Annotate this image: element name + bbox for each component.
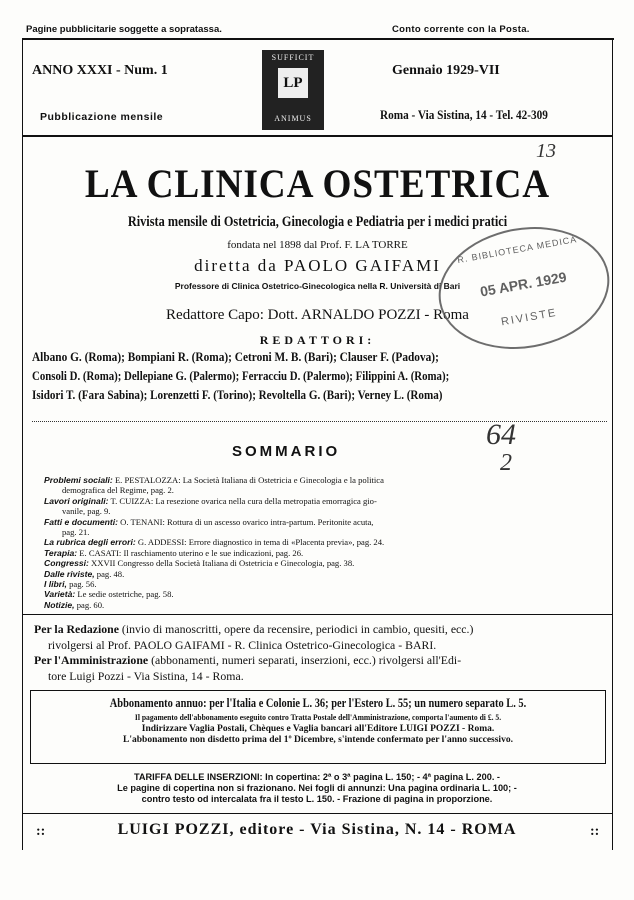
summary-entry (44, 589, 604, 599)
summary-entry (44, 600, 604, 610)
summary-list (44, 475, 604, 610)
subscription-renewal: L'abbonamento non disdetto prima del 1º Dicembre, s'intende confermato per l'anno successivo. (123, 735, 513, 745)
summary-text: E. CASATI: Il raschiamento uterino e le sue indicazioni, pag. 26. (79, 547, 304, 558)
summary-text: T. CUIZZA: La resezione ovarica nella cura della metropatia emorragica gio- (110, 495, 377, 506)
top-rule (22, 38, 614, 40)
summary-text: E. PESTALOZZA: La Società Italiana di Ostetricia e Ginecologia e la politica (114, 475, 384, 485)
summary-rule (22, 614, 613, 615)
summary-label: Varietà: (44, 589, 76, 600)
summary-entry (44, 579, 604, 589)
header-rule (22, 135, 613, 137)
subscription-box (30, 690, 606, 764)
amministrazione-line (34, 653, 609, 669)
summary-label: Lavori originali: (44, 495, 109, 506)
publisher-logo (262, 50, 324, 130)
summary-entry-cont (44, 485, 604, 495)
summary-entry (44, 537, 604, 547)
summary-entry (44, 548, 604, 558)
summary-entry-cont (44, 506, 604, 516)
advertising-note: Pagine pubblicitarie soggette a sopratassa. (26, 24, 222, 35)
left-border (22, 38, 23, 850)
editors-line-2: Consoli D. (Roma); Dellepiane G. (Palermo); Ferracciu D. (Palermo); Filippini A. (Roma); (32, 369, 450, 383)
editors-heading: REDATTORI: (259, 333, 376, 347)
tariff-block (30, 772, 604, 805)
summary-heading: SOMMARIO (232, 443, 341, 460)
summary-text: demografica del Regime, pag. 2. (62, 485, 174, 496)
amministrazione-text: (abbonamenti, numeri separati, inserzioni, ecc.) rivolgersi all'Edi- (151, 653, 462, 667)
postal-account-note: Conto corrente con la Posta. (392, 24, 530, 35)
director-role: Professore di Clinica Ostetrico-Ginecologica nella R. Università di Bari (174, 281, 461, 291)
logo-monogram: LP (278, 68, 308, 98)
issue-number: ANNO XXXI - Num. 1 (32, 63, 168, 78)
logo-motto-top: SUFFICIT (271, 53, 315, 62)
summary-label: Problemi sociali: (44, 475, 113, 485)
subscription-price: Abbonamento annuo: per l'Italia e Colonie L. 36; per l'Estero L. 55; un numero separato L. 5. (109, 695, 527, 710)
logo-motto-bottom: ANIMUS (274, 114, 312, 123)
founded-line: fondata nel 1898 dal Prof. F. LA TORRE (227, 239, 408, 251)
subscription-payment: Indirizzare Vaglia Postali, Chèques e Vaglia bancari all'Editore LUIGI POZZI - Roma. (141, 724, 495, 734)
summary-label: Notizie, (44, 599, 75, 610)
editors-line-3: Isidori T. (Fara Sabina); Lorenzetti F. (Torino); Revoltella G. (Bari); Verney L. (Roma) (32, 388, 443, 402)
summary-text: vanile, pag. 9. (62, 506, 111, 517)
editors-rule (32, 421, 607, 423)
summary-entry (44, 517, 604, 527)
tariff-line-1: TARIFFA DELLE INSERZIONI: In copertina: 2ª o 3ª pagina L. 150; - 4ª pagina L. 200. - (133, 772, 500, 782)
summary-text: O. TENANI: Rottura di un ascesso ovarico intra-partum. Peritonite acuta, (120, 516, 374, 527)
journal-subtitle: Rivista mensile di Ostetricia, Ginecologia e Pediatria per i medici pratici (127, 214, 508, 230)
tariff-line-3: contro testo od intercalata fra il testo L. 150. - Frazione di pagina in proporzione. (141, 794, 493, 804)
summary-entry (44, 558, 604, 568)
amministrazione-line-2: tore Luigi Pozzi - Via Sistina, 14 - Roma. (48, 668, 244, 683)
summary-text: pag. 21. (62, 527, 90, 538)
summary-label: Terapia: (44, 547, 78, 558)
summary-label: Dalle riviste, (44, 568, 95, 579)
director-line: diretta da PAOLO GAIFAMI (194, 256, 441, 275)
summary-text: pag. 56. (69, 579, 97, 590)
issue-date: Gennaio 1929-VII (392, 63, 500, 78)
journal-title: LA CLINICA OSTETRICA (84, 161, 551, 206)
tariff-line-2: Le pagine di copertina non si frazionano. Nei fogli di annunzi: Una pagina ordinaria L. 100; - (117, 783, 517, 793)
chief-editor: Redattore Capo: Dott. ARNALDO POZZI - Roma (166, 307, 469, 323)
handwritten-number-low: 2 (500, 450, 512, 476)
summary-text: pag. 60. (76, 599, 105, 610)
handwritten-number-mid: 64 (486, 418, 516, 451)
footer-marker-left: :: (36, 824, 46, 839)
right-border (612, 38, 613, 850)
footer-rule (22, 813, 613, 814)
amministrazione-lead: Per l'Amministrazione (34, 653, 149, 667)
stamp-bottom-text: RIVISTE (500, 306, 559, 329)
redazione-text: (invio di manoscritti, opere da recensire, periodici in cambio, quesiti, ecc.) (121, 622, 474, 636)
summary-entry-cont (44, 527, 604, 537)
publication-frequency: Pubblicazione mensile (40, 111, 164, 123)
summary-entry (44, 475, 604, 485)
subscription-surcharge: Il pagamento dell'abbonamento eseguito contro Tratta Postale dell'Amministrazione, comporta l'aumento di £. 5. (134, 713, 502, 722)
handwritten-number-top: 13 (536, 140, 556, 162)
summary-entry (44, 496, 604, 506)
summary-text: pag. 48. (96, 568, 125, 579)
editors-list (32, 348, 607, 405)
editors-line-1: Albano G. (Roma); Bompiani R. (Roma); Cetroni M. B. (Bari); Clauser F. (Padova); (32, 350, 439, 364)
redazione-line (34, 622, 609, 638)
editorial-info (34, 622, 609, 684)
summary-label: Congressi: (44, 558, 89, 569)
summary-label: La rubrica degli errori: (44, 537, 136, 548)
redazione-lead: Per la Redazione (34, 622, 119, 636)
summary-label: I libri, (44, 579, 67, 590)
redazione-line-2: rivolgersi al Prof. PAOLO GAIFAMI - R. Clinica Ostetrico-Ginecologica - BARI. (48, 637, 437, 652)
publisher-footer: LUIGI POZZI, editore - Via Sistina, N. 14 - ROMA (117, 821, 517, 838)
stamp-top-text: R. BIBLIOTECA MEDICA (456, 234, 578, 266)
summary-text: G. ADDESSI: Errore diagnostico in tema di «Placenta previa», pag. 24. (137, 537, 385, 548)
office-address: Roma - Via Sistina, 14 - Tel. 42-309 (380, 108, 548, 122)
footer-marker-right: :: (590, 824, 600, 839)
stamp-date: 05 APR. 1929 (478, 268, 568, 300)
summary-label: Fatti e documenti: (44, 516, 119, 527)
summary-entry (44, 569, 604, 579)
summary-text: XXVII Congresso della Società Italiana di Ostetricia e Ginecologia, pag. 38. (91, 558, 355, 569)
summary-text: Le sedie ostetriche, pag. 58. (77, 589, 174, 600)
